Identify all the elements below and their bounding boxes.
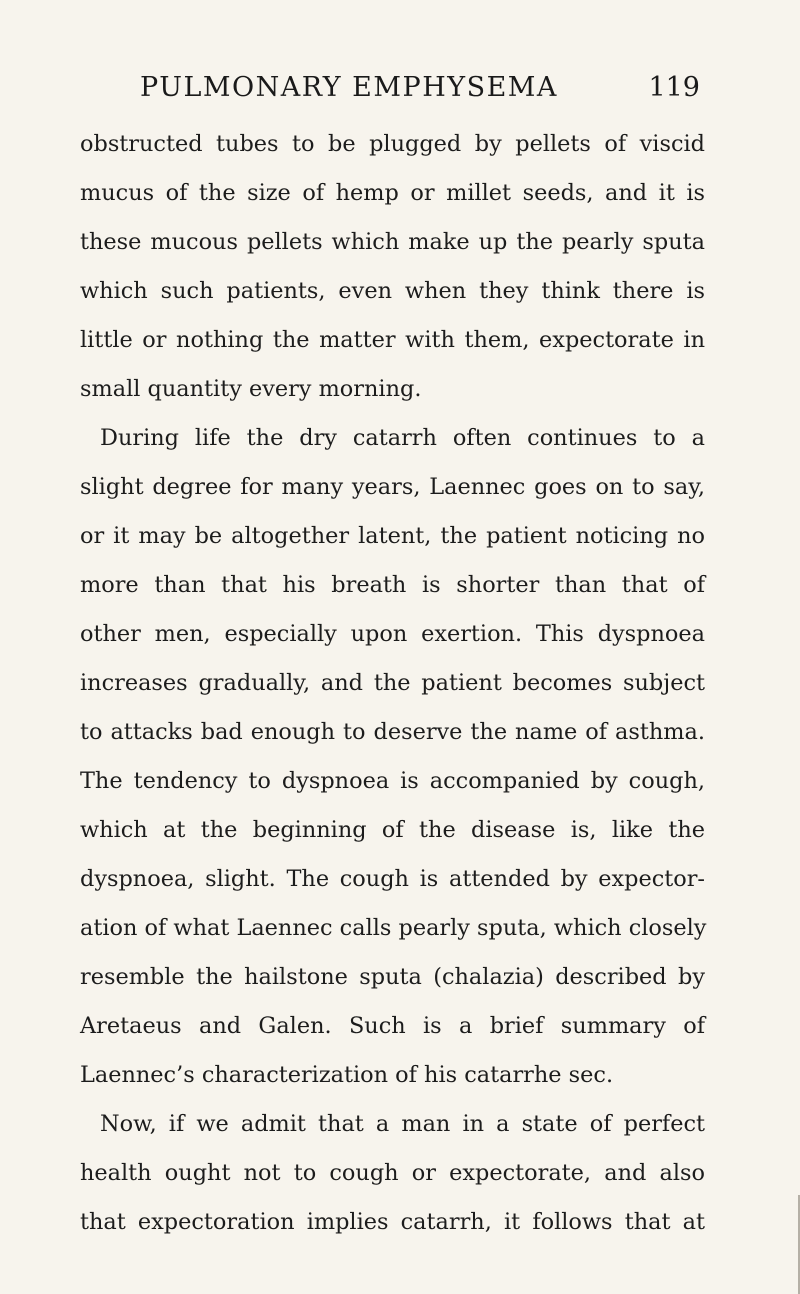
text-line: resemble the hailstone sputa (chalazia) described by [80,964,705,990]
text-line: little or nothing the matter with them, expectorate in [80,327,705,353]
text-line: health ought not to cough or expectorate, and also [80,1160,705,1186]
text-line: that expectoration implies catarrh, it follows that at [80,1209,705,1235]
text-line: which such patients, even when they think there is [80,278,705,304]
running-title: PULMONARY EMPHYSEMA [140,72,558,103]
text-line: ation of what Laennec calls pearly sputa, which closely [80,915,707,941]
text-line: these mucous pellets which make up the pearly sputa [80,229,705,255]
text-line: or it may be altogether latent, the patient noticing no [80,523,705,549]
text-line: During life the dry catarrh often continues to a [100,425,705,451]
text-line: Laennec’s characterization of his catarrhe sec. [80,1062,614,1088]
page-number: 119 [648,72,700,103]
text-line: Aretaeus and Galen. Such is a brief summary of [80,1013,705,1039]
text-line: dyspnoea, slight. The cough is attended by expector- [80,866,705,892]
text-line: mucus of the size of hemp or millet seeds, and it is [80,180,705,206]
text-line: increases gradually, and the patient becomes subject [80,670,705,696]
text-line: slight degree for many years, Laennec goes on to say, [80,474,705,500]
text-line: The tendency to dyspnoea is accompanied by cough, [80,768,705,794]
text-line: small quantity every morning. [80,376,422,402]
text-line: which at the beginning of the disease is, like the [80,817,705,843]
page-header [140,66,700,110]
text-line: more than that his breath is shorter than that of [80,572,705,598]
text-line: to attacks bad enough to deserve the name of asthma. [80,719,705,745]
text-line: obstructed tubes to be plugged by pellets of viscid [80,131,705,157]
text-line: other men, especially upon exertion. This dyspnoea [80,621,705,647]
text-line: Now, if we admit that a man in a state of perfect [100,1111,705,1137]
body-text [80,120,705,1247]
